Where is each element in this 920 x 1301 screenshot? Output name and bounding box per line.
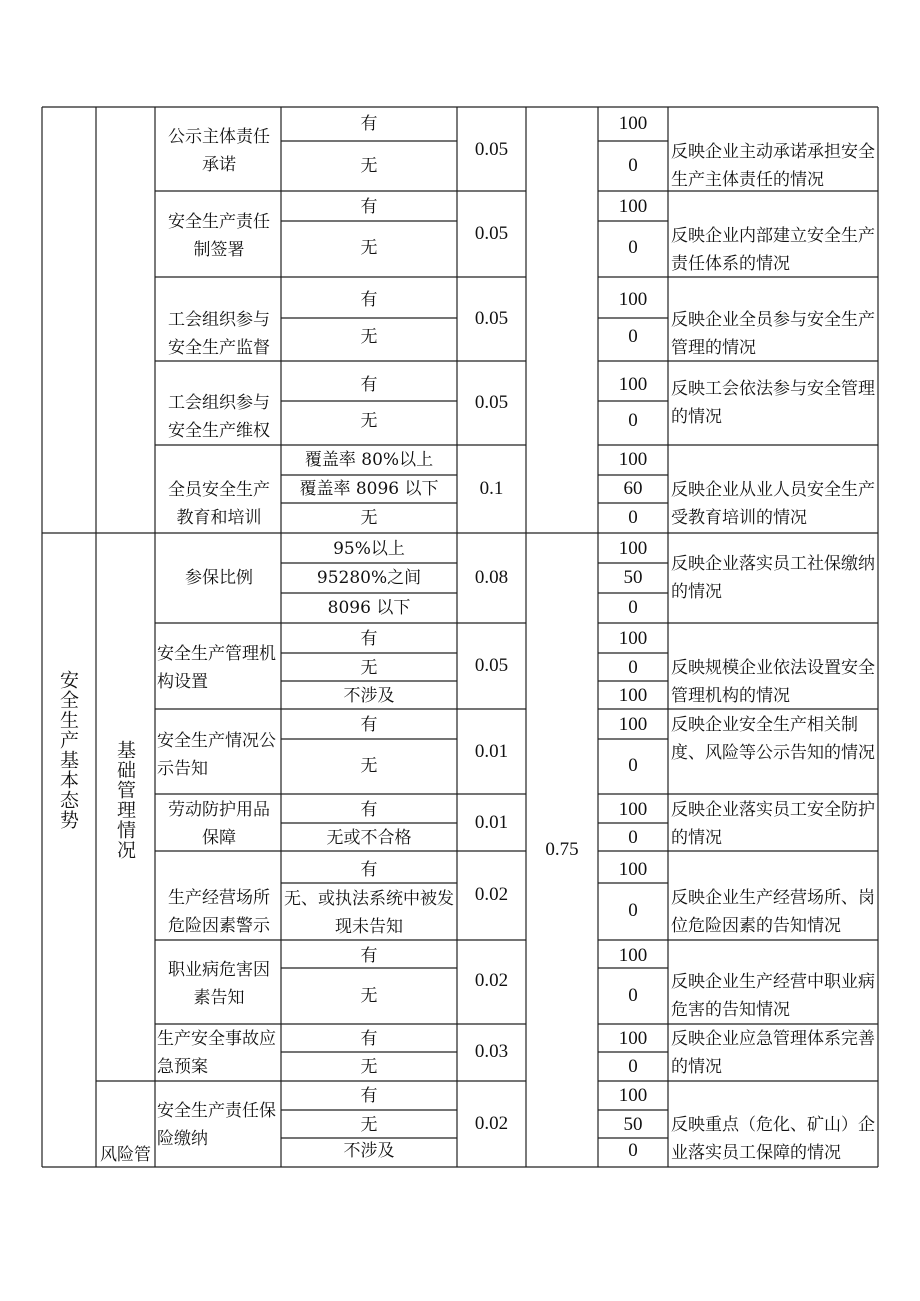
weight-cell: 0.05 xyxy=(474,139,509,160)
description-cell: 反映企业全员参与安全生产管理的情况 xyxy=(671,310,875,358)
score-cell: 100 xyxy=(618,1028,648,1049)
option-cell: 无 xyxy=(360,156,378,176)
score-cell: 50 xyxy=(623,567,643,588)
description-cell: 反映重点（危化、矿山）企业落实员工保障的情况 xyxy=(671,1115,875,1163)
option-cell: 覆盖率 8096 以下 xyxy=(299,479,439,499)
item-name: 生产安全事故应急预案 xyxy=(157,1029,276,1077)
score-cell: 0 xyxy=(628,326,638,347)
option-cell: 8096 以下 xyxy=(327,598,411,618)
option-cell: 不涉及 xyxy=(343,686,395,706)
description-cell: 反映企业主动承诺承担安全生产主体责任的情况 xyxy=(671,142,875,190)
subcategory-label: 基础管理情况 xyxy=(114,740,136,860)
group-weight: 0.75 xyxy=(545,839,579,860)
option-cell: 有 xyxy=(360,1086,378,1106)
option-cell: 无 xyxy=(360,658,378,678)
score-cell: 60 xyxy=(623,478,643,499)
score-cell: 0 xyxy=(628,410,638,431)
category-label: 安全生产基本态势 xyxy=(57,670,79,830)
description-cell: 反映企业落实员工安全防护的情况 xyxy=(671,800,875,848)
score-cell: 0 xyxy=(628,597,638,618)
item-name: 公示主体责任承诺 xyxy=(168,127,270,175)
score-cell: 0 xyxy=(628,1140,638,1161)
weight-cell: 0.02 xyxy=(474,884,509,905)
weight-cell: 0.05 xyxy=(474,392,509,413)
description-cell: 反映企业生产经营场所、岗位危险因素的告知情况 xyxy=(671,888,875,936)
description-cell: 反映企业落实员工社保缴纳的情况 xyxy=(671,554,875,602)
option-cell: 95280%之间 xyxy=(316,568,422,588)
weight-cell: 0.05 xyxy=(474,223,509,244)
weight-cell: 0.03 xyxy=(474,1041,509,1062)
score-cell: 100 xyxy=(618,628,648,649)
score-cell: 100 xyxy=(618,196,648,217)
option-cell: 有 xyxy=(360,800,378,820)
option-cell: 95%以上 xyxy=(333,539,405,559)
option-cell: 有 xyxy=(360,290,378,310)
option-cell: 有 xyxy=(360,197,378,217)
option-cell: 有 xyxy=(360,375,378,395)
item-name: 安全生产责任制签署 xyxy=(168,212,270,260)
score-cell: 50 xyxy=(623,1114,643,1135)
option-cell: 无 xyxy=(360,1057,378,1077)
description-cell: 反映企业内部建立安全生产责任体系的情况 xyxy=(671,226,875,274)
item-name: 工会组织参与安全生产维权 xyxy=(168,393,270,441)
option-cell: 无 xyxy=(360,756,378,776)
score-cell: 100 xyxy=(618,374,648,395)
weight-cell: 0.01 xyxy=(474,812,509,833)
option-cell: 覆盖率 80%以上 xyxy=(304,450,434,470)
item-name: 工会组织参与安全生产监督 xyxy=(168,310,270,358)
score-cell: 0 xyxy=(628,985,638,1006)
score-cell: 0 xyxy=(628,900,638,921)
score-cell: 100 xyxy=(618,714,648,735)
item-name: 全员安全生产教育和培训 xyxy=(168,480,270,528)
item-name: 参保比例 xyxy=(185,568,253,588)
score-cell: 0 xyxy=(628,155,638,176)
option-cell: 无 xyxy=(360,238,378,258)
score-cell: 100 xyxy=(618,289,648,310)
option-cell: 无 xyxy=(360,411,378,431)
option-cell: 有 xyxy=(360,860,378,880)
option-cell: 无或不合格 xyxy=(326,828,412,848)
score-cell: 0 xyxy=(628,827,638,848)
item-name: 安全生产管理机构设置 xyxy=(157,644,276,692)
item-name: 安全生产情况公示告知 xyxy=(157,731,276,779)
score-cell: 100 xyxy=(618,538,648,559)
weight-cell: 0.05 xyxy=(474,655,509,676)
weight-cell: 0.08 xyxy=(474,567,509,588)
option-cell: 无 xyxy=(360,508,378,528)
score-cell: 0 xyxy=(628,755,638,776)
description-cell: 反映企业安全生产相关制度、风险等公示告知的情况 xyxy=(671,715,875,763)
score-cell: 0 xyxy=(628,237,638,258)
score-cell: 100 xyxy=(618,449,648,470)
item-name: 生产经营场所危险因素警示 xyxy=(168,888,270,936)
description-cell: 反映企业从业人员安全生产受教育培训的情况 xyxy=(671,480,875,528)
option-cell: 有 xyxy=(360,715,378,735)
option-cell: 不涉及 xyxy=(343,1141,395,1161)
score-cell: 100 xyxy=(618,859,648,880)
description-cell: 反映企业应急管理体系完善的情况 xyxy=(671,1029,875,1077)
score-cell: 0 xyxy=(628,657,638,678)
score-cell: 100 xyxy=(618,113,648,134)
description-cell: 反映规模企业依法设置安全管理机构的情况 xyxy=(671,658,875,706)
weight-cell: 0.02 xyxy=(474,970,509,991)
description-cell: 反映企业生产经营中职业病危害的告知情况 xyxy=(671,972,875,1020)
score-cell: 0 xyxy=(628,1056,638,1077)
option-cell: 无、或执法系统中被发现未告知 xyxy=(284,889,454,937)
score-cell: 100 xyxy=(618,685,648,706)
option-cell: 有 xyxy=(360,1029,378,1049)
item-name: 职业病危害因素告知 xyxy=(168,960,270,1008)
option-cell: 无 xyxy=(360,986,378,1006)
option-cell: 有 xyxy=(360,946,378,966)
score-cell: 0 xyxy=(628,507,638,528)
weight-cell: 0.05 xyxy=(474,308,509,329)
option-cell: 有 xyxy=(360,114,378,134)
score-cell: 100 xyxy=(618,945,648,966)
weight-cell: 0.1 xyxy=(479,478,504,499)
weight-cell: 0.01 xyxy=(474,741,509,762)
item-name: 劳动防护用品保障 xyxy=(168,800,270,848)
option-cell: 有 xyxy=(360,629,378,649)
description-cell: 反映工会依法参与安全管理的情况 xyxy=(671,379,875,427)
option-cell: 无 xyxy=(360,1115,378,1135)
subcategory-next-label: 风险管 xyxy=(100,1145,151,1165)
weight-cell: 0.02 xyxy=(474,1113,509,1134)
option-cell: 无 xyxy=(360,327,378,347)
score-cell: 100 xyxy=(618,799,648,820)
score-cell: 100 xyxy=(618,1085,648,1106)
item-name: 安全生产责任保险缴纳 xyxy=(157,1101,276,1149)
